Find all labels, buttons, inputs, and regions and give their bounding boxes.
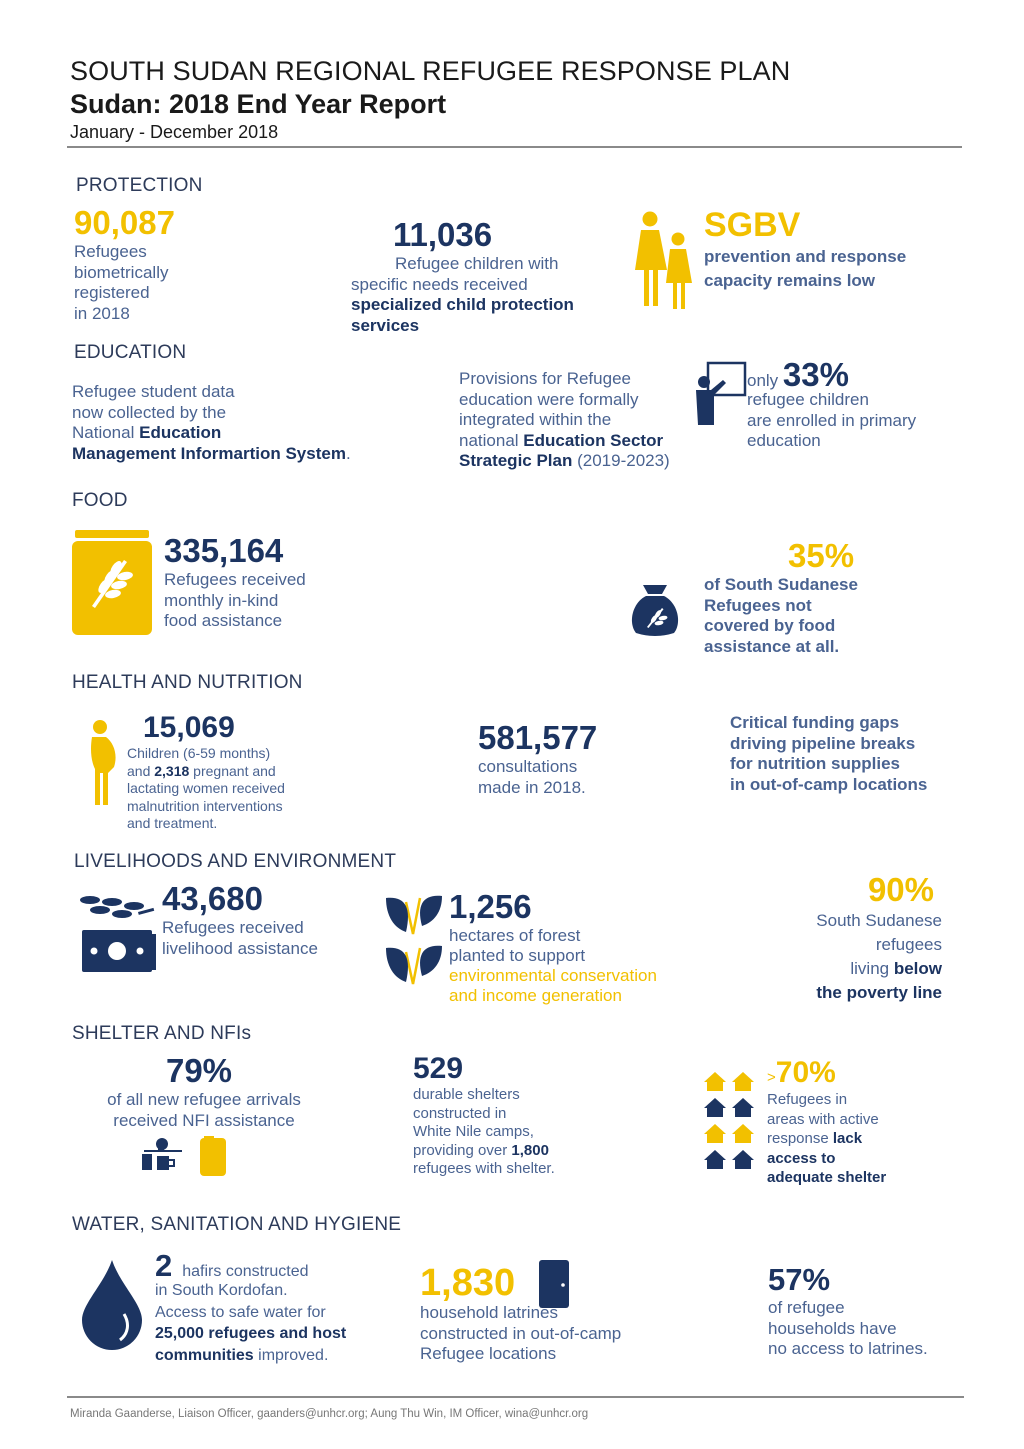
stat-text: covered by food bbox=[704, 616, 836, 635]
education-data-stat bbox=[72, 382, 351, 464]
stat-number: 43,680 bbox=[162, 880, 263, 917]
footer-contacts: Miranda Gaanderse, Liaison Officer, gaanders@unhcr.org; Aung Thu Win, IM Officer, wina@unhcr.org bbox=[70, 1408, 589, 1420]
stat-number: 1,256 bbox=[449, 888, 532, 925]
stat-text: in South Kordofan. bbox=[155, 1282, 288, 1299]
stat-text: planted to support bbox=[449, 946, 586, 965]
stat-text: specific needs received bbox=[351, 274, 528, 294]
stat-number: 70% bbox=[775, 1056, 836, 1089]
livelihood-assistance-stat bbox=[162, 880, 318, 959]
stat-number: 529 bbox=[413, 1052, 464, 1085]
stat-text: are enrolled in primary bbox=[747, 410, 917, 430]
latrines-constructed-stat bbox=[420, 1262, 621, 1365]
stat-number: 79% bbox=[165, 1052, 233, 1089]
teacher-icon bbox=[692, 360, 748, 426]
stat-text: made in 2018. bbox=[478, 777, 586, 797]
stat-text: access to bbox=[767, 1149, 836, 1167]
stat-text: consultations bbox=[478, 757, 578, 776]
stat-text: services bbox=[351, 315, 420, 335]
water-drop-icon bbox=[80, 1258, 144, 1350]
people-icon bbox=[632, 210, 694, 310]
stat-text: Refugees received bbox=[164, 570, 306, 589]
stat-number: 581,577 bbox=[478, 719, 598, 756]
stat-text: Refugees bbox=[74, 242, 147, 261]
houses-icon bbox=[704, 1070, 756, 1174]
stat-text: Refugee student data bbox=[72, 382, 235, 401]
section-title-livelihoods: LIVELIHOODS AND ENVIRONMENT bbox=[74, 851, 397, 872]
stat-text: Refugee locations bbox=[420, 1344, 557, 1363]
stat-number: 11,036 bbox=[393, 216, 493, 253]
protection-children-stat bbox=[351, 216, 574, 336]
section-title-shelter: SHELTER AND NFIs bbox=[72, 1023, 252, 1044]
stat-text: Refugee children with bbox=[395, 254, 559, 273]
report-header bbox=[70, 56, 790, 143]
stat-text: for nutrition supplies bbox=[730, 754, 900, 773]
stat-text: integrated within the bbox=[459, 410, 612, 429]
grain-sack-icon bbox=[630, 583, 680, 637]
stat-number: SGBV bbox=[704, 206, 801, 244]
hafirs-stat: 2 hafirs constructed in South Kordofan. Access to safe water for 25,000 refugees and host communities improved. bbox=[155, 1248, 346, 1366]
stat-text: of all new refugee arrivals bbox=[107, 1090, 301, 1109]
education-enrolled-stat: only 33% refugee children are enrolled in primary education bbox=[747, 356, 917, 450]
leaf-icon bbox=[384, 892, 444, 996]
stat-text: Refugees received bbox=[162, 918, 304, 937]
header-divider bbox=[67, 146, 962, 148]
stat-text: national Education Sector bbox=[459, 430, 664, 450]
stat-text: capacity remains low bbox=[704, 271, 876, 290]
protection-sgbv-stat bbox=[704, 206, 906, 293]
section-title-protection: PROTECTION bbox=[76, 175, 203, 196]
stat-text: response lack bbox=[767, 1130, 863, 1147]
wheat-jar-icon bbox=[72, 530, 152, 636]
stat-text: of South Sudanese bbox=[704, 575, 858, 594]
stat-text: registered bbox=[74, 283, 150, 302]
latrine-access-stat bbox=[768, 1262, 928, 1360]
stat-text: 25,000 refugees and host bbox=[155, 1325, 347, 1342]
stat-number: 35% bbox=[788, 537, 855, 574]
stat-text: monthly in-kind bbox=[164, 590, 279, 610]
stat-text: in out-of-camp locations bbox=[730, 774, 928, 794]
stat-text: malnutrition interventions bbox=[127, 797, 283, 814]
stat-text: Critical funding gaps bbox=[730, 713, 900, 732]
stat-text: Refugees in bbox=[767, 1091, 848, 1108]
report-period: January - December 2018 bbox=[70, 122, 279, 142]
stat-text: biometrically bbox=[74, 262, 169, 282]
stat-text: hectares of forest bbox=[449, 926, 581, 945]
stat-text: of refugee bbox=[768, 1298, 845, 1317]
food-not-covered-stat bbox=[704, 537, 904, 657]
stat-text: South Sudanese bbox=[816, 911, 942, 930]
stat-text: now collected by the bbox=[72, 402, 227, 422]
stat-text: no access to latrines. bbox=[768, 1339, 928, 1358]
stat-text: and income generation bbox=[449, 986, 622, 1005]
stat-text: lactating women received bbox=[127, 780, 285, 796]
pregnant-woman-icon bbox=[86, 719, 120, 807]
stat-number: 90,087 bbox=[74, 204, 175, 241]
stat-number: 2 bbox=[155, 1248, 173, 1283]
stat-text: adequate shelter bbox=[767, 1169, 887, 1186]
stat-text: Strategic Plan (2019-2023) bbox=[459, 451, 670, 470]
durable-shelters-stat bbox=[413, 1052, 555, 1179]
stat-text: assistance at all. bbox=[704, 636, 840, 656]
food-assistance-stat bbox=[164, 532, 306, 632]
stat-text: constructed in bbox=[413, 1104, 507, 1122]
stat-text: households have bbox=[768, 1318, 897, 1338]
stat-text: White Nile camps, bbox=[413, 1123, 534, 1140]
stat-text: and 2,318 pregnant and bbox=[127, 762, 276, 779]
report-title: SOUTH SUDAN REGIONAL REFUGEE RESPONSE PLAN bbox=[70, 56, 791, 86]
stat-text: refugees bbox=[875, 935, 942, 954]
stat-text: and treatment. bbox=[127, 815, 218, 831]
stat-text: Management Informartion System. bbox=[72, 443, 351, 463]
stat-number: 57% bbox=[768, 1262, 831, 1297]
stat-text: education were formally bbox=[459, 389, 639, 409]
stat-text: the poverty line bbox=[816, 983, 942, 1002]
stat-text: food assistance bbox=[164, 611, 283, 630]
stat-text: Provisions for Refugee bbox=[459, 369, 631, 388]
stat-text: household latrines bbox=[420, 1303, 558, 1322]
stat-text: specialized child protection bbox=[351, 295, 574, 314]
stat-text: durable shelters bbox=[413, 1086, 520, 1103]
health-funding-gaps-stat bbox=[730, 713, 927, 795]
report-subtitle: Sudan: 2018 End Year Report bbox=[70, 89, 447, 119]
stat-number: 15,069 bbox=[143, 711, 235, 744]
stat-number: 90% bbox=[867, 871, 934, 908]
education-plan-stat bbox=[459, 369, 670, 472]
protection-registered-stat bbox=[74, 204, 175, 324]
stat-text: prevention and response bbox=[704, 247, 907, 266]
stat-number: 33% bbox=[782, 356, 849, 393]
forest-planting-stat bbox=[449, 888, 657, 1006]
stat-text: National Education bbox=[72, 423, 222, 442]
stat-text: Refugees not bbox=[704, 595, 812, 615]
nfi-items-icon bbox=[140, 1136, 230, 1178]
stat-text: education bbox=[747, 431, 821, 450]
stat-text: environmental conservation bbox=[449, 966, 657, 985]
stat-text: Access to safe water for bbox=[155, 1303, 326, 1321]
nfi-assistance-stat bbox=[84, 1052, 324, 1131]
section-title-health: HEALTH AND NUTRITION bbox=[72, 672, 303, 693]
stat-text: communities improved. bbox=[155, 1346, 329, 1364]
stat-text: received NFI assistance bbox=[113, 1110, 295, 1130]
stat-text: areas with active bbox=[767, 1110, 879, 1128]
section-title-education: EDUCATION bbox=[74, 342, 187, 363]
poverty-line-stat bbox=[742, 871, 942, 1005]
stat-text: Children (6-59 months) bbox=[127, 745, 271, 761]
stat-text: living below bbox=[850, 959, 942, 978]
shelter-access-stat: >70% Refugees in areas with active response lack access to adequate shelter bbox=[767, 1056, 887, 1186]
stat-text: livelihood assistance bbox=[162, 938, 318, 958]
stat-text: constructed in out-of-camp bbox=[420, 1323, 622, 1343]
health-consultations-stat bbox=[478, 719, 597, 798]
stat-text: providing over 1,800 bbox=[413, 1141, 549, 1159]
footer-divider bbox=[67, 1396, 964, 1398]
stat-number: 1,830 bbox=[420, 1262, 516, 1304]
stat-text: driving pipeline breaks bbox=[730, 733, 916, 753]
stat-text: refugees with shelter. bbox=[413, 1160, 555, 1177]
section-title-wash: WATER, SANITATION AND HYGIENE bbox=[72, 1214, 402, 1235]
stat-number: 335,164 bbox=[164, 532, 284, 569]
health-nutrition-stat bbox=[127, 711, 285, 833]
stat-text: in 2018 bbox=[74, 303, 130, 323]
livelihood-money-icon bbox=[78, 888, 158, 974]
stat-text: refugee children bbox=[747, 390, 869, 409]
section-title-food: FOOD bbox=[72, 490, 128, 511]
